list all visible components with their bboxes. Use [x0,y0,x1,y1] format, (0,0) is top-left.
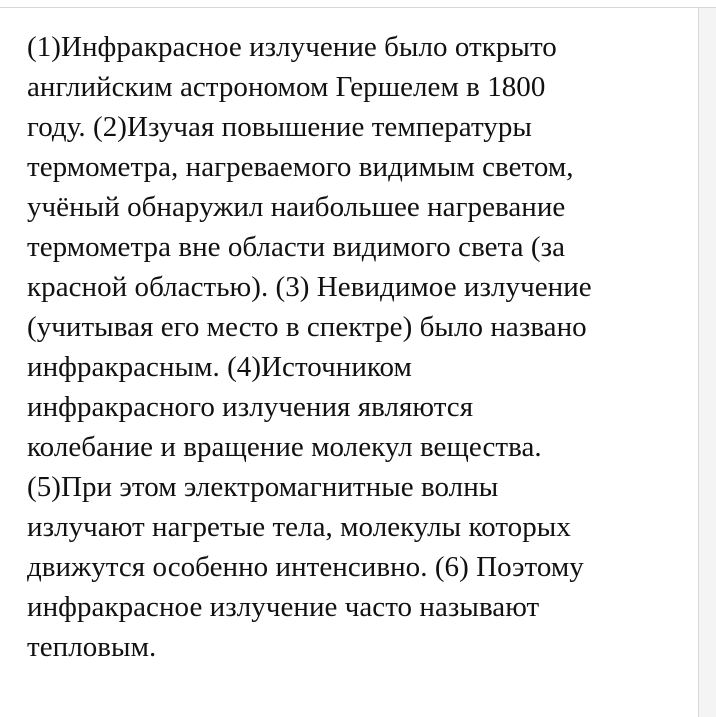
text-line-6: термометра вне области видимого света (за [27,231,566,263]
text-line-11: колебание и вращение молекул вещества. [27,431,542,463]
text-line-1: (1)Инфракрасное излучение было открыто [27,31,557,63]
right-scroll-gutter [698,8,716,717]
text-line-2: английским астрономом Гершелем в 1800 [27,71,546,103]
text-line-5: учёный обнаружил наибольшее нагревание [27,191,566,223]
text-line-3: году. (2)Изучая повышение температуры [27,111,532,143]
text-line-7: красной областью). (3) Невидимое излучение [27,271,592,303]
top-border [0,0,716,8]
text-line-10: инфракрасного излучения являются [27,391,474,423]
text-line-9: инфракрасным. (4)Источником [27,351,412,383]
text-line-4: термометра, нагреваемого видимым светом, [27,151,574,183]
paragraph [27,27,677,667]
text-document [27,27,677,667]
text-line-16: тепловым. [27,631,157,663]
text-line-15: инфракрасное излучение часто называют [27,591,540,623]
text-line-13: излучают нагретые тела, молекулы которых [27,511,571,543]
text-line-14: движутся особенно интенсивно. (6) Поэтому [27,551,584,583]
text-line-12: (5)При этом электромагнитные волны [27,471,499,503]
text-line-8: (учитывая его место в спектре) было названо [27,311,587,343]
